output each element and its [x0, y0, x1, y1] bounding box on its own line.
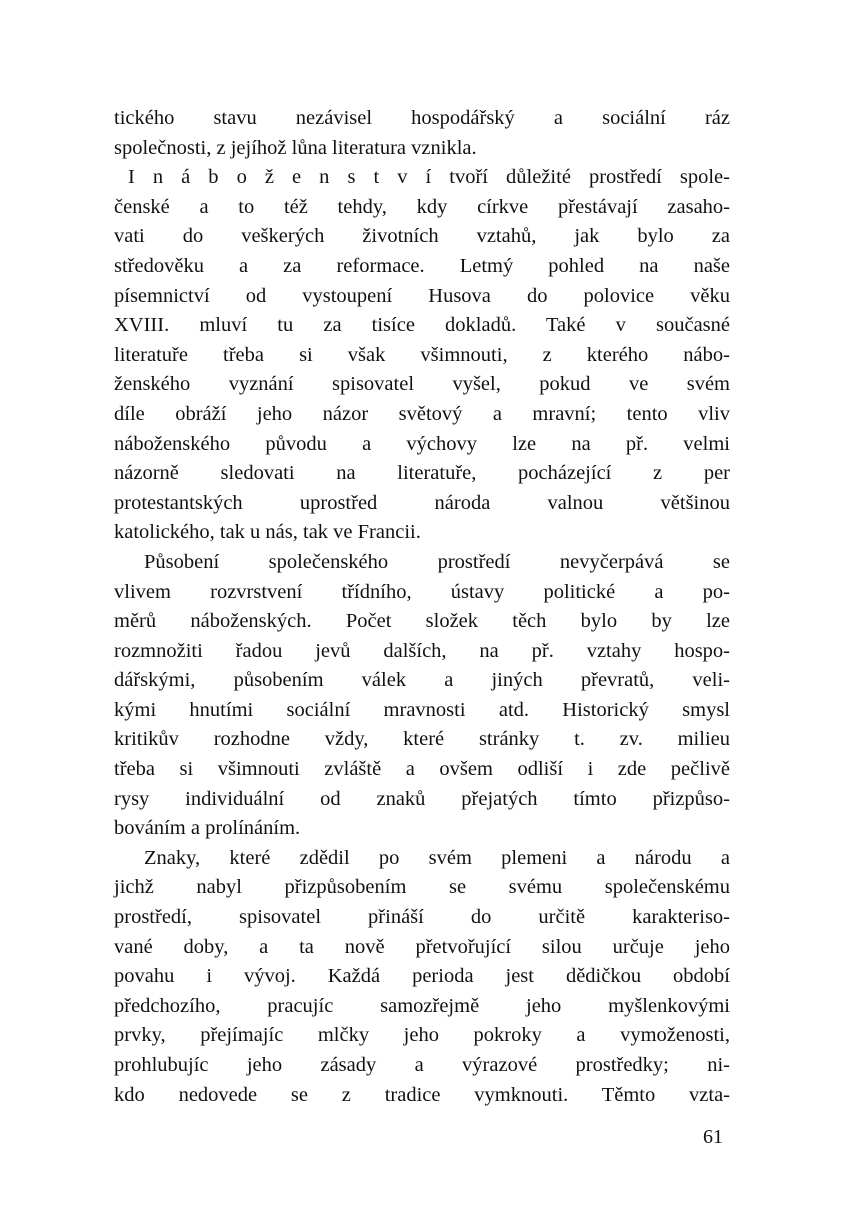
text-line: jichž nabyl přizpůsobením se svému společenskému	[114, 876, 730, 899]
text-line: třeba si všimnouti zvláště a ovšem odliší i zde pečlivě	[114, 758, 730, 781]
text-line: kritikův rozhodne vždy, které stránky t. zv. milieu	[114, 728, 730, 751]
text-line: Znaky, které zdědil po svém plemeni a národu a	[144, 846, 730, 869]
text-line: prvky, přejímajíc mlčky jeho pokroky a vymoženosti,	[114, 1024, 730, 1047]
text-line: ženského vyznání spisovatel vyšel, pokud ve svém	[114, 373, 730, 396]
page-number: 61	[703, 1126, 723, 1148]
text-line: povahu i vývoj. Každá perioda jest dědičkou období	[114, 965, 730, 988]
text-line: kými hnutími sociální mravnosti atd. Historický smysl	[114, 698, 730, 721]
text-line: protestantských uprostřed národa valnou většinou	[114, 491, 730, 514]
text-line: vané doby, a ta nově přetvořující silou určuje jeho	[114, 935, 730, 958]
text-line: čenské a to též tehdy, kdy církve přestávají zasaho-	[114, 195, 730, 218]
text-line: kdo nedovede se z tradice vymknouti. Těmto vzta-	[114, 1083, 730, 1106]
text-line: vlivem rozvrstvení třídního, ústavy politické a po-	[114, 580, 730, 603]
body-text	[114, 104, 730, 1110]
text-line: písemnictví od vystoupení Husova do polovice věku	[114, 284, 730, 307]
text-line: rysy individuální od znaků přejatých tímto přizpůso-	[114, 787, 730, 810]
text-line: XVIII. mluví tu za tisíce dokladů. Také v současné	[114, 314, 730, 337]
text-line: měrů náboženských. Počet složek těch bylo by lze	[114, 610, 730, 633]
text-line: dářskými, působením válek a jiných převratů, veli-	[114, 669, 730, 692]
text-line: literatuře třeba si však všimnouti, z kterého nábo-	[114, 343, 730, 366]
text-line: prostředí, spisovatel přináší do určitě karakteriso-	[114, 906, 730, 929]
text-line: předchozího, pracujíc samozřejmě jeho myšlenkovými	[114, 994, 730, 1017]
text-line: prohlubujíc jeho zásady a výrazové prostředky; ni-	[114, 1054, 730, 1076]
text-line: názorně sledovati na literatuře, pocházející z per	[114, 462, 730, 485]
text-line: tického stavu nezávisel hospodářský a sociální ráz	[114, 107, 730, 129]
text-line: rozmnožiti řadou jevů dalších, na př. vztahy hospo-	[114, 639, 730, 662]
text-line: Působení společenského prostředí nevyčerpává se	[144, 550, 730, 573]
text-line: středověku a za reformace. Letmý pohled na naše	[114, 254, 730, 277]
text-line: společnosti, z jejíhož lůna literatura vznikla.	[114, 136, 477, 159]
text-line: díle obráží jeho názor světový a mravní; tento vliv	[114, 402, 730, 425]
text-line: bováním a prolínáním.	[114, 817, 301, 840]
text-line: vati do veškerých životních vztahů, jak bylo za	[114, 225, 730, 248]
text-line: náboženského původu a výchovy lze na př. velmi	[114, 432, 730, 455]
text-line: I n á b o ž e n s t v í tvoří důležité prostředí spole-	[128, 166, 730, 189]
text-line: katolického, tak u nás, tak ve Francii.	[114, 521, 421, 544]
